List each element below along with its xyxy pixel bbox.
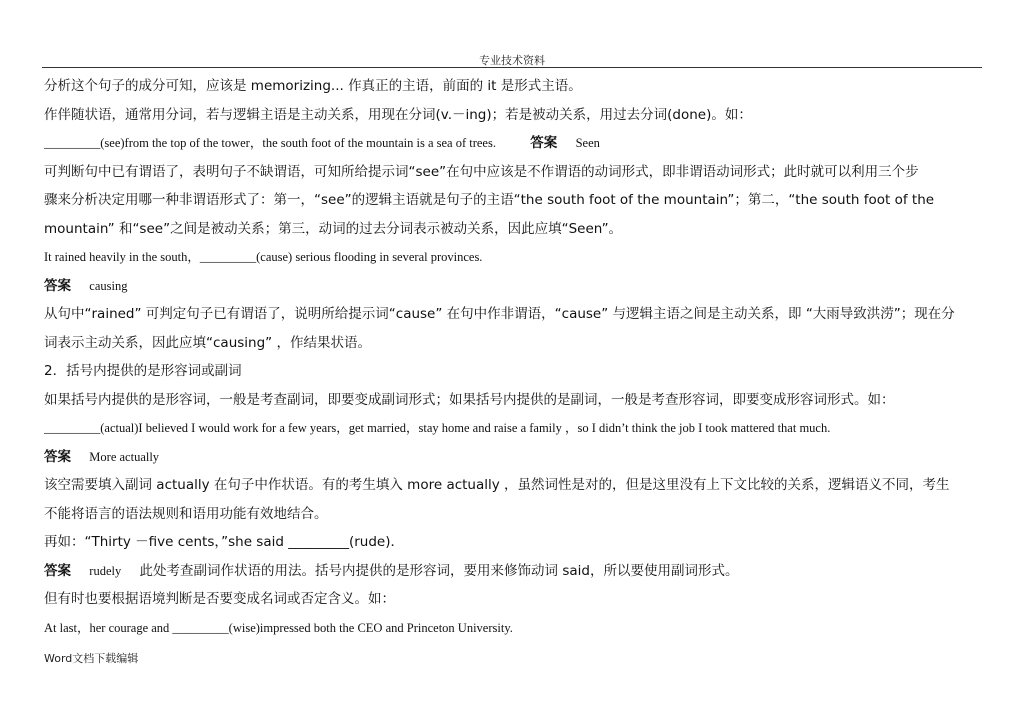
text-line: 分析这个句子的成分可知，应该是 memorizing... 作真正的主语，前面的 it 是形式主语。	[44, 78, 582, 94]
example-line	[44, 129, 984, 158]
answer-line	[44, 272, 984, 301]
text-line: 不能将语言的语法规则和语用功能有效地结合。	[44, 505, 328, 522]
answer-line	[44, 443, 984, 472]
document-body	[44, 72, 984, 642]
text-line: 词表示主动关系，因此应填“causing” ，作结果状语。	[44, 334, 371, 351]
answer-value: More actually	[89, 449, 160, 464]
answer-value: causing	[89, 278, 128, 293]
answer-label: 答案	[44, 448, 71, 465]
answer-value: Seen	[575, 136, 600, 150]
example-sentence: _________(actual)I believed I would work for a few years，get married，stay home and raise a family ，so I didn’t think the job I took mattered that much.	[44, 421, 831, 435]
header-divider	[42, 67, 982, 68]
page-header: 专业技术资料	[479, 54, 545, 67]
text-line: 该空需要填入副词 actually 在句子中作状语。有的考生填入 more actually ，虽然词性是对的，但是这里没有上下文比较的关系，逻辑语义不同，考生	[44, 477, 950, 493]
text-line: 但有时也要根据语境判断是否要变成名词或否定含义。如：	[44, 591, 395, 607]
text-line: 再如：“Thirty －five cents，”she said _________(rude)．	[44, 534, 404, 550]
text-line: 骤来分析决定用哪一种非谓语形式了：第一，“see”的逻辑主语就是句子的主语“the south foot of the mountain”；第二，“the south foot of the	[44, 192, 935, 208]
text-line: 可判断句中已有谓语了，表明句子不缺谓语，可知所给提示词“see”在句中应该是不作谓语的动词形式，即非谓语动词形式；此时就可以利用三个步	[44, 163, 919, 180]
answer-label: 答案	[44, 562, 71, 579]
section-heading: 2．括号内提供的是形容词或副词	[44, 363, 242, 379]
page-footer: Word文档下载编辑	[44, 652, 139, 665]
answer-label: 答案	[44, 277, 71, 294]
text-line: 从句中“rained” 可判定句子已有谓语了，说明所给提示词“cause” 在句中作非谓语，“cause” 与逻辑主语之间是主动关系，即 “大雨导致洪涝”；现在分	[44, 306, 955, 322]
answer-value: rudely	[89, 563, 122, 578]
example-sentence: At last，her courage and _________(wise)impressed both the CEO and Princeton University.	[44, 620, 513, 635]
example-sentence: _________(see)from the top of the tower，the south foot of the mountain is a sea of trees.	[44, 136, 496, 150]
answer-line	[44, 557, 984, 586]
text-line: 作伴随状语，通常用分词，若与逻辑主语是主动关系，用现在分词(v.－ing)；若是被动关系，用过去分词(done)。如：	[44, 106, 752, 123]
text-line: 如果括号内提供的是形容词，一般是考查副词，即要变成副词形式；如果括号内提供的是副词，一般是考查形容词，即要变成形容词形式。如：	[44, 391, 895, 408]
answer-label: 答案	[530, 135, 558, 151]
answer-explanation: 此处考查副词作状语的用法。括号内提供的是形容词，要用来修饰动词 said，所以要使用副词形式。	[139, 562, 739, 579]
text-line: mountain” 和“see”之间是被动关系；第三，动词的过去分词表示被动关系，因此应填“Seen”。	[44, 220, 623, 237]
example-sentence: It rained heavily in the south，_________(cause) serious flooding in several provinces.	[44, 250, 483, 264]
